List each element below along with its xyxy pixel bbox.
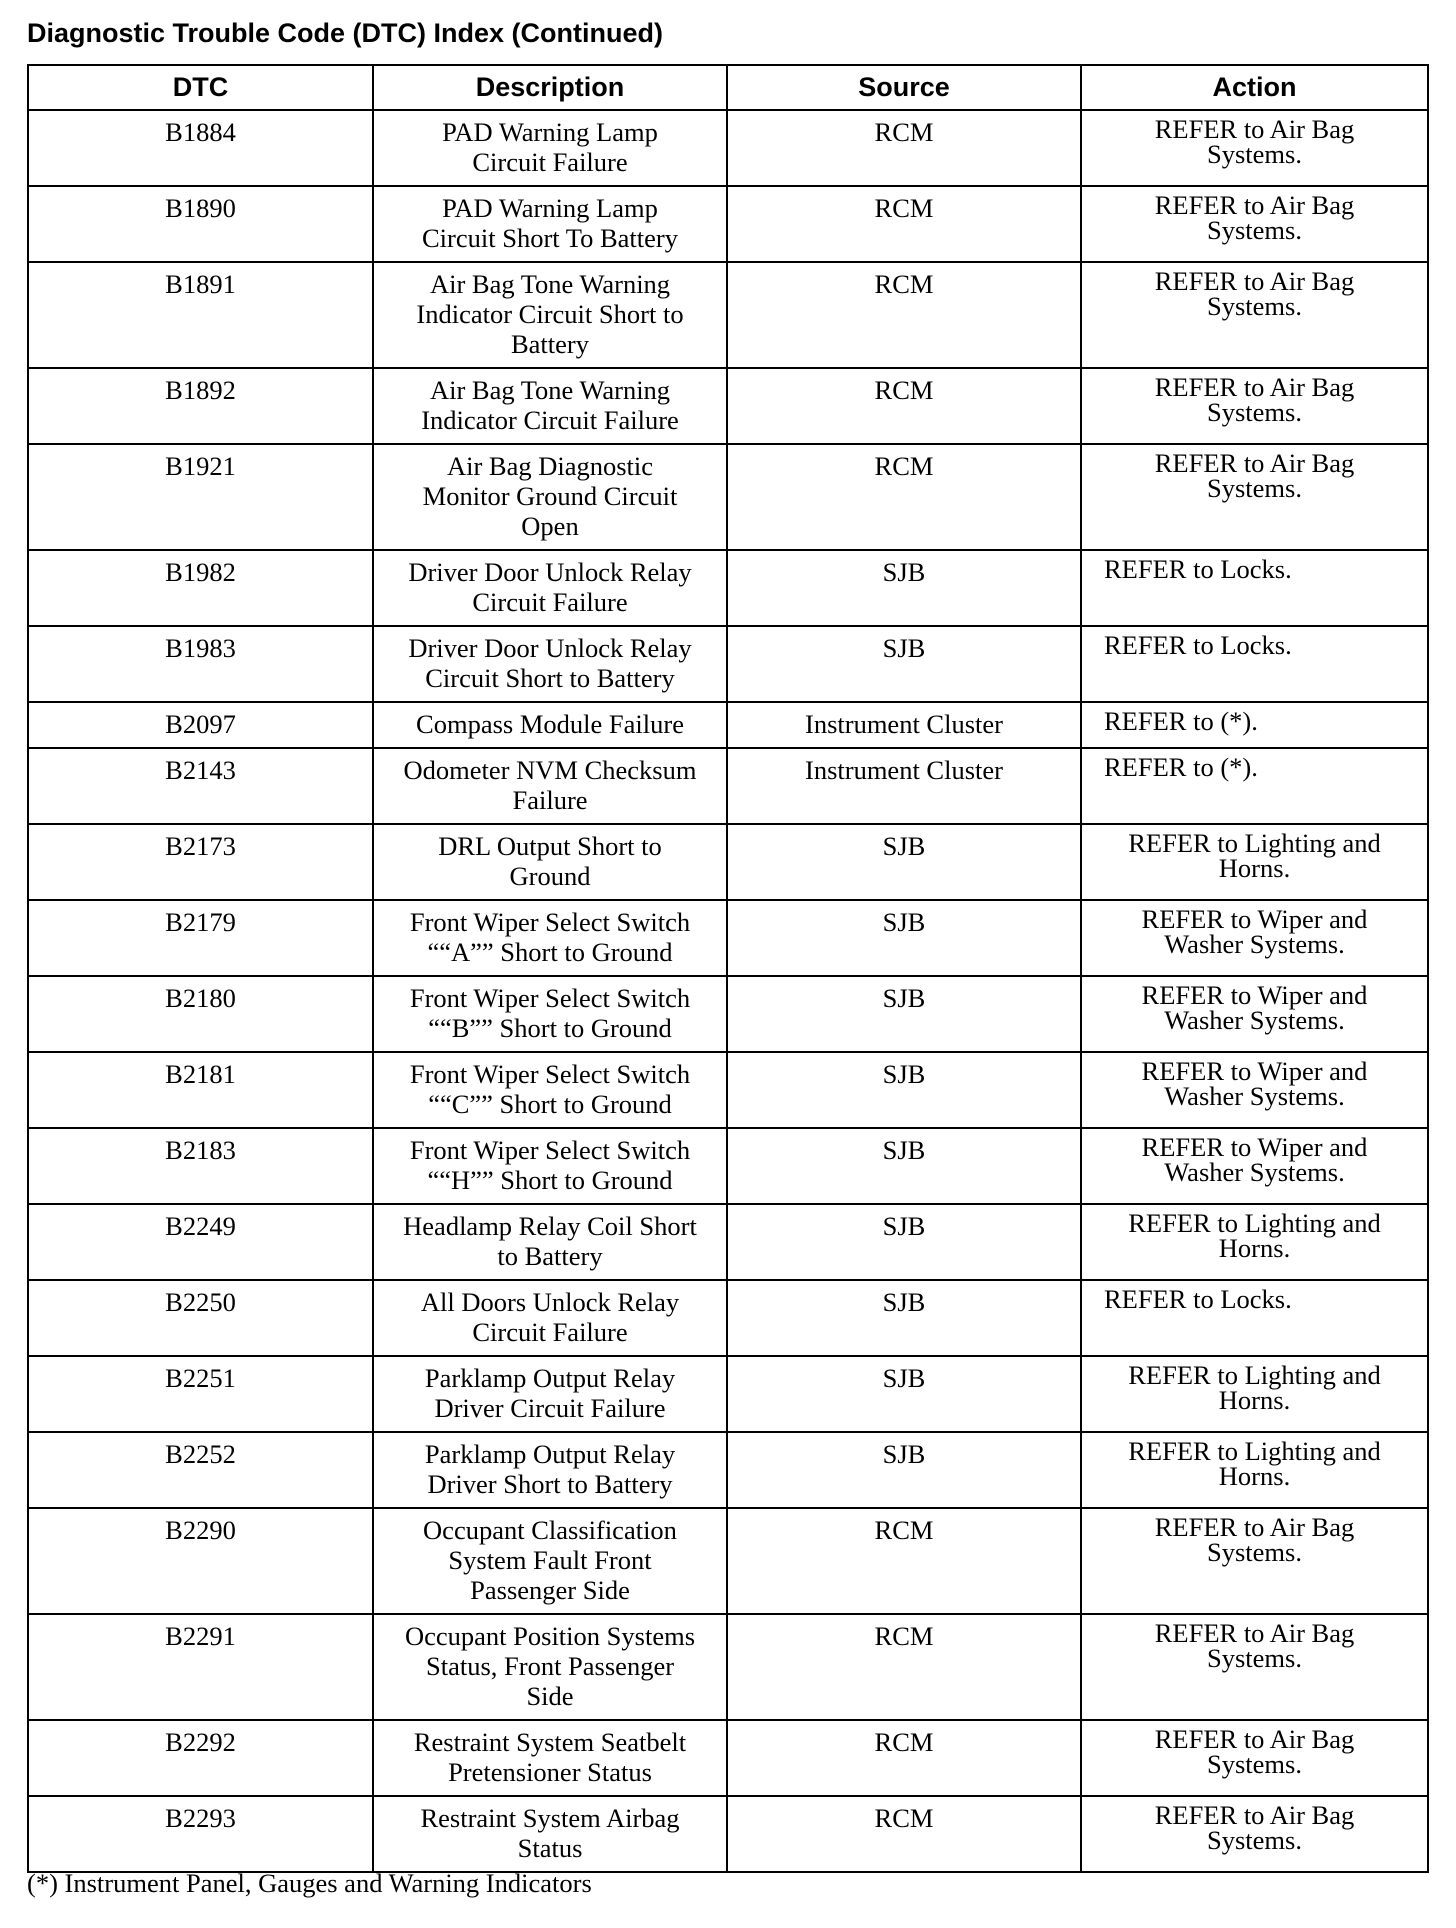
description-cell: [373, 1796, 727, 1872]
description-line: Occupant Position Systems: [404, 1621, 696, 1651]
table-header-row: [28, 65, 1428, 110]
source-cell: SJB: [727, 1204, 1081, 1280]
action-line: Washer Systems.: [1164, 1081, 1345, 1111]
description-line: Open: [521, 511, 579, 541]
description-line: Monitor Ground Circuit: [422, 481, 678, 511]
column-header-description: Description: [373, 65, 727, 110]
description-line: Pretensioner Status: [448, 1757, 652, 1787]
table-row: [28, 748, 1428, 824]
description-cell: [373, 1052, 727, 1128]
description-line: ““H”” Short to Ground: [427, 1165, 673, 1195]
description-line: Circuit Failure: [472, 147, 628, 177]
description-line: All Doors Unlock Relay: [420, 1287, 680, 1317]
action-line: REFER to Air Bag: [1154, 372, 1355, 402]
description-line: ““C”” Short to Ground: [428, 1089, 672, 1119]
description-line: Side: [526, 1681, 574, 1711]
action-cell: [1081, 444, 1428, 550]
dtc-code-cell: B1891: [28, 262, 373, 368]
action-cell: [1081, 1052, 1428, 1128]
description-cell: [373, 1614, 727, 1720]
action-cell: [1081, 368, 1428, 444]
description-cell: [373, 1356, 727, 1432]
source-cell: RCM: [727, 1508, 1081, 1614]
description-line: Headlamp Relay Coil Short: [403, 1211, 697, 1241]
description-line: Indicator Circuit Short to: [416, 299, 684, 329]
description-line: PAD Warning Lamp: [442, 193, 658, 223]
table-body: [28, 110, 1428, 1872]
description-cell: [373, 1508, 727, 1614]
action-line: Systems.: [1207, 1825, 1302, 1855]
action-line: REFER to Lighting and: [1128, 1360, 1381, 1390]
description-cell: [373, 110, 727, 186]
source-cell: SJB: [727, 550, 1081, 626]
description-line: Status: [517, 1833, 583, 1863]
source-cell: SJB: [727, 824, 1081, 900]
dtc-code-cell: B2183: [28, 1128, 373, 1204]
description-line: Circuit Short To Battery: [421, 223, 678, 253]
source-cell: RCM: [727, 110, 1081, 186]
dtc-code-cell: B2097: [28, 702, 373, 748]
action-line: Systems.: [1207, 139, 1302, 169]
action-cell: [1081, 1720, 1428, 1796]
description-line: System Fault Front: [448, 1545, 652, 1575]
table-row: [28, 1204, 1428, 1280]
action-line: REFER to Lighting and: [1128, 828, 1381, 858]
action-line: REFER to Air Bag: [1154, 1800, 1355, 1830]
description-line: Driver Circuit Failure: [434, 1393, 666, 1423]
table-row: [28, 900, 1428, 976]
action-line: REFER to Air Bag: [1154, 1512, 1355, 1542]
source-cell: SJB: [727, 1280, 1081, 1356]
action-cell: [1081, 702, 1428, 748]
table-row: [28, 1720, 1428, 1796]
source-cell: SJB: [727, 626, 1081, 702]
description-line: Restraint System Seatbelt: [413, 1727, 687, 1757]
footnote: (*) Instrument Panel, Gauges and Warning Indicators: [27, 1868, 592, 1898]
description-line: Status, Front Passenger: [425, 1651, 675, 1681]
dtc-code-cell: B2292: [28, 1720, 373, 1796]
description-cell: [373, 1720, 727, 1796]
action-cell: [1081, 1614, 1428, 1720]
table-row: [28, 1128, 1428, 1204]
source-cell: SJB: [727, 1432, 1081, 1508]
description-line: Front Wiper Select Switch: [409, 1059, 691, 1089]
source-cell: SJB: [727, 976, 1081, 1052]
action-line: Washer Systems.: [1164, 929, 1345, 959]
description-line: Circuit Failure: [472, 587, 628, 617]
action-cell: [1081, 1432, 1428, 1508]
action-line: REFER to Lighting and: [1128, 1436, 1381, 1466]
table-row: [28, 1432, 1428, 1508]
source-cell: RCM: [727, 186, 1081, 262]
description-cell: [373, 1128, 727, 1204]
description-line: Failure: [512, 785, 588, 815]
description-line: Passenger Side: [470, 1575, 630, 1605]
dtc-code-cell: B2180: [28, 976, 373, 1052]
action-line: REFER to Locks.: [1104, 1284, 1292, 1314]
dtc-code-cell: B2249: [28, 1204, 373, 1280]
action-line: REFER to Air Bag: [1154, 1724, 1355, 1754]
source-cell: SJB: [727, 1052, 1081, 1128]
description-cell: [373, 900, 727, 976]
description-line: Odometer NVM Checksum: [403, 755, 697, 785]
dtc-code-cell: B2251: [28, 1356, 373, 1432]
action-cell: [1081, 186, 1428, 262]
table-row: [28, 110, 1428, 186]
description-cell: [373, 1432, 727, 1508]
action-line: REFER to Wiper and: [1141, 1056, 1368, 1086]
action-line: Systems.: [1207, 1537, 1302, 1567]
action-cell: [1081, 1356, 1428, 1432]
action-line: REFER to (*).: [1104, 706, 1258, 736]
dtc-code-cell: B2290: [28, 1508, 373, 1614]
source-cell: RCM: [727, 444, 1081, 550]
description-cell: [373, 824, 727, 900]
description-cell: [373, 1280, 727, 1356]
dtc-code-cell: B1892: [28, 368, 373, 444]
table-row: [28, 1508, 1428, 1614]
table-row: [28, 186, 1428, 262]
description-line: Driver Door Unlock Relay: [408, 557, 692, 587]
description-cell: [373, 1204, 727, 1280]
action-line: Horns.: [1218, 1233, 1291, 1263]
dtc-code-cell: B2250: [28, 1280, 373, 1356]
description-line: Ground: [509, 861, 591, 891]
description-line: Driver Short to Battery: [427, 1469, 673, 1499]
action-line: Horns.: [1218, 1461, 1291, 1491]
action-line: Horns.: [1218, 853, 1291, 883]
table-row: [28, 1796, 1428, 1872]
table-row: [28, 626, 1428, 702]
action-line: REFER to Air Bag: [1154, 190, 1355, 220]
description-line: Parklamp Output Relay: [424, 1363, 676, 1393]
action-line: Systems.: [1207, 1749, 1302, 1779]
action-line: REFER to Air Bag: [1154, 114, 1355, 144]
action-line: REFER to Air Bag: [1154, 448, 1355, 478]
action-cell: [1081, 550, 1428, 626]
description-line: Air Bag Diagnostic: [446, 451, 654, 481]
source-cell: RCM: [727, 1614, 1081, 1720]
description-line: Air Bag Tone Warning: [429, 375, 671, 405]
action-line: Systems.: [1207, 291, 1302, 321]
action-cell: [1081, 1796, 1428, 1872]
action-line: REFER to Air Bag: [1154, 1618, 1355, 1648]
action-line: REFER to Air Bag: [1154, 266, 1355, 296]
table-row: [28, 550, 1428, 626]
action-line: REFER to (*).: [1104, 752, 1258, 782]
action-line: Systems.: [1207, 473, 1302, 503]
description-cell: [373, 626, 727, 702]
action-line: REFER to Lighting and: [1128, 1208, 1381, 1238]
action-line: Washer Systems.: [1164, 1157, 1345, 1187]
description-line: Driver Door Unlock Relay: [408, 633, 692, 663]
dtc-code-cell: B2252: [28, 1432, 373, 1508]
description-line: Battery: [511, 329, 589, 359]
column-header-source: Source: [727, 65, 1081, 110]
action-cell: [1081, 900, 1428, 976]
description-cell: [373, 550, 727, 626]
description-cell: [373, 368, 727, 444]
dtc-code-cell: B2181: [28, 1052, 373, 1128]
table-row: [28, 702, 1428, 748]
dtc-code-cell: B1921: [28, 444, 373, 550]
table-row: [28, 444, 1428, 550]
action-cell: [1081, 110, 1428, 186]
action-cell: [1081, 976, 1428, 1052]
action-line: Horns.: [1218, 1385, 1291, 1415]
description-line: Compass Module Failure: [416, 709, 684, 739]
action-cell: [1081, 262, 1428, 368]
description-line: Front Wiper Select Switch: [409, 907, 691, 937]
description-line: Parklamp Output Relay: [424, 1439, 676, 1469]
column-header-dtc: DTC: [28, 65, 373, 110]
action-line: Washer Systems.: [1164, 1005, 1345, 1035]
dtc-code-cell: B2179: [28, 900, 373, 976]
description-line: Restraint System Airbag: [420, 1803, 680, 1833]
dtc-code-cell: B1983: [28, 626, 373, 702]
source-cell: RCM: [727, 1796, 1081, 1872]
description-line: DRL Output Short to: [438, 831, 662, 861]
source-cell: SJB: [727, 900, 1081, 976]
table-row: [28, 1356, 1428, 1432]
description-line: PAD Warning Lamp: [442, 117, 658, 147]
action-cell: [1081, 1204, 1428, 1280]
description-cell: [373, 702, 727, 748]
dtc-code-cell: B1890: [28, 186, 373, 262]
description-line: Indicator Circuit Failure: [421, 405, 679, 435]
dtc-code-cell: B2291: [28, 1614, 373, 1720]
description-line: ““A”” Short to Ground: [427, 937, 673, 967]
source-cell: Instrument Cluster: [727, 702, 1081, 748]
action-line: REFER to Wiper and: [1141, 904, 1368, 934]
table-row: [28, 1280, 1428, 1356]
description-line: Air Bag Tone Warning: [429, 269, 671, 299]
description-cell: [373, 976, 727, 1052]
source-cell: SJB: [727, 1356, 1081, 1432]
dtc-code-cell: B2173: [28, 824, 373, 900]
dtc-code-cell: B2293: [28, 1796, 373, 1872]
action-line: Systems.: [1207, 1643, 1302, 1673]
table-row: [28, 824, 1428, 900]
action-cell: [1081, 1508, 1428, 1614]
page-title: Diagnostic Trouble Code (DTC) Index (Continued): [27, 18, 663, 48]
description-cell: [373, 748, 727, 824]
description-line: Front Wiper Select Switch: [409, 1135, 691, 1165]
description-line: to Battery: [497, 1241, 603, 1271]
source-cell: RCM: [727, 1720, 1081, 1796]
table-row: [28, 1052, 1428, 1128]
action-line: REFER to Wiper and: [1141, 980, 1368, 1010]
dtc-code-cell: B1982: [28, 550, 373, 626]
action-line: REFER to Wiper and: [1141, 1132, 1368, 1162]
description-line: Circuit Short to Battery: [425, 663, 675, 693]
action-cell: [1081, 748, 1428, 824]
column-header-action: Action: [1081, 65, 1428, 110]
source-cell: RCM: [727, 368, 1081, 444]
action-line: Systems.: [1207, 215, 1302, 245]
description-cell: [373, 262, 727, 368]
table-row: [28, 1614, 1428, 1720]
action-cell: [1081, 1280, 1428, 1356]
action-line: REFER to Locks.: [1104, 554, 1292, 584]
description-line: Occupant Classification: [423, 1515, 677, 1545]
description-line: Front Wiper Select Switch: [409, 983, 691, 1013]
dtc-index-table: [27, 64, 1429, 1873]
action-cell: [1081, 1128, 1428, 1204]
description-line: ““B”” Short to Ground: [428, 1013, 672, 1043]
source-cell: Instrument Cluster: [727, 748, 1081, 824]
dtc-code-cell: B1884: [28, 110, 373, 186]
action-cell: [1081, 626, 1428, 702]
action-line: Systems.: [1207, 397, 1302, 427]
action-cell: [1081, 824, 1428, 900]
description-cell: [373, 186, 727, 262]
action-line: REFER to Locks.: [1104, 630, 1292, 660]
table-row: [28, 368, 1428, 444]
description-cell: [373, 444, 727, 550]
table-row: [28, 262, 1428, 368]
source-cell: RCM: [727, 262, 1081, 368]
dtc-code-cell: B2143: [28, 748, 373, 824]
table-row: [28, 976, 1428, 1052]
source-cell: SJB: [727, 1128, 1081, 1204]
description-line: Circuit Failure: [472, 1317, 628, 1347]
